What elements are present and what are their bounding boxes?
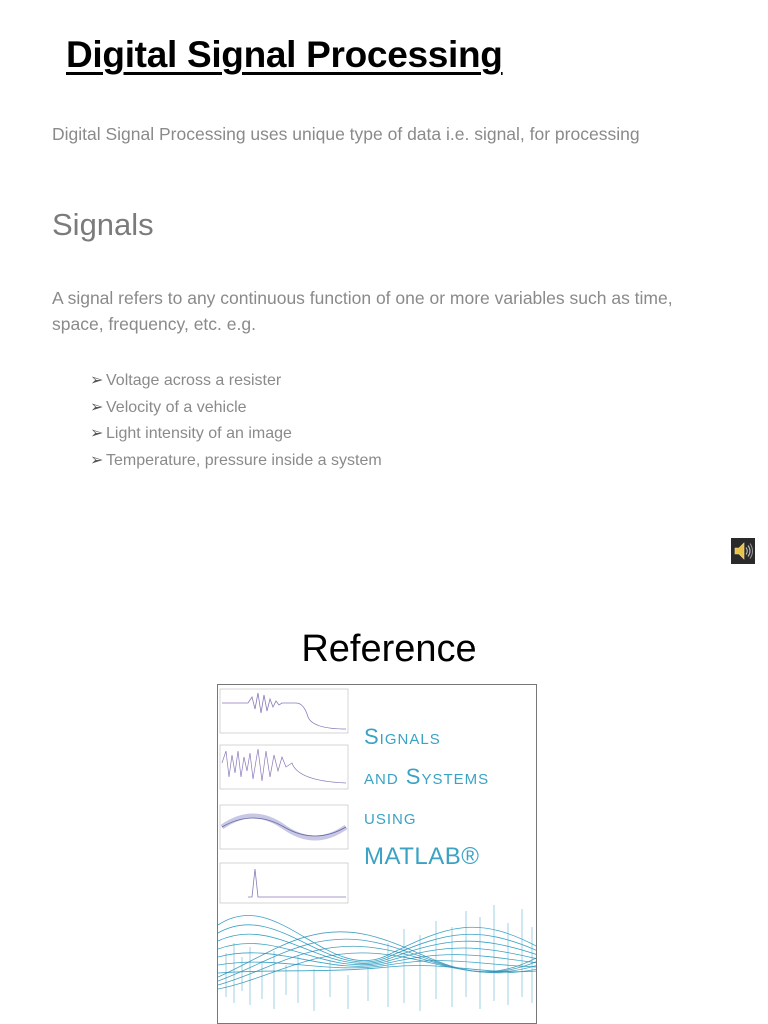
cover-line: Signals [364, 724, 441, 749]
arrow-bullet-icon: ➢ [90, 452, 104, 470]
list-item-text: Temperature, pressure inside a system [106, 452, 382, 470]
slide-title: Digital Signal Processing [66, 34, 503, 75]
speaker-icon[interactable] [731, 538, 755, 564]
cover-line: and Systems [364, 764, 490, 789]
book-cover-title [364, 717, 489, 877]
list-item [90, 421, 382, 448]
example-list [90, 368, 382, 475]
signal-description: A signal refers to any continuous function of one or more variables such as time, space, frequency, etc. e.g. [52, 288, 688, 334]
list-item-text: Velocity of a vehicle [106, 398, 247, 416]
reference-title: Reference [301, 628, 477, 670]
arrow-bullet-icon: ➢ [90, 372, 104, 389]
intro-text: Digital Signal Processing uses unique type of data i.e. signal, for processing [52, 124, 640, 144]
list-item [90, 395, 382, 422]
arrow-bullet-icon: ➢ [90, 398, 104, 416]
list-item [90, 448, 382, 475]
slide-reference [0, 590, 768, 1024]
cover-line: MATLAB® [364, 843, 480, 870]
cover-line: using [364, 804, 417, 829]
list-item-text: Voltage across a resister [106, 372, 282, 389]
arrow-bullet-icon: ➢ [90, 425, 104, 443]
list-item-text: Light intensity of an image [106, 425, 292, 443]
signals-heading: Signals [52, 207, 154, 242]
speaker-icon-graphic [731, 538, 755, 564]
list-item [90, 368, 382, 395]
book-cover-image [217, 684, 537, 1024]
